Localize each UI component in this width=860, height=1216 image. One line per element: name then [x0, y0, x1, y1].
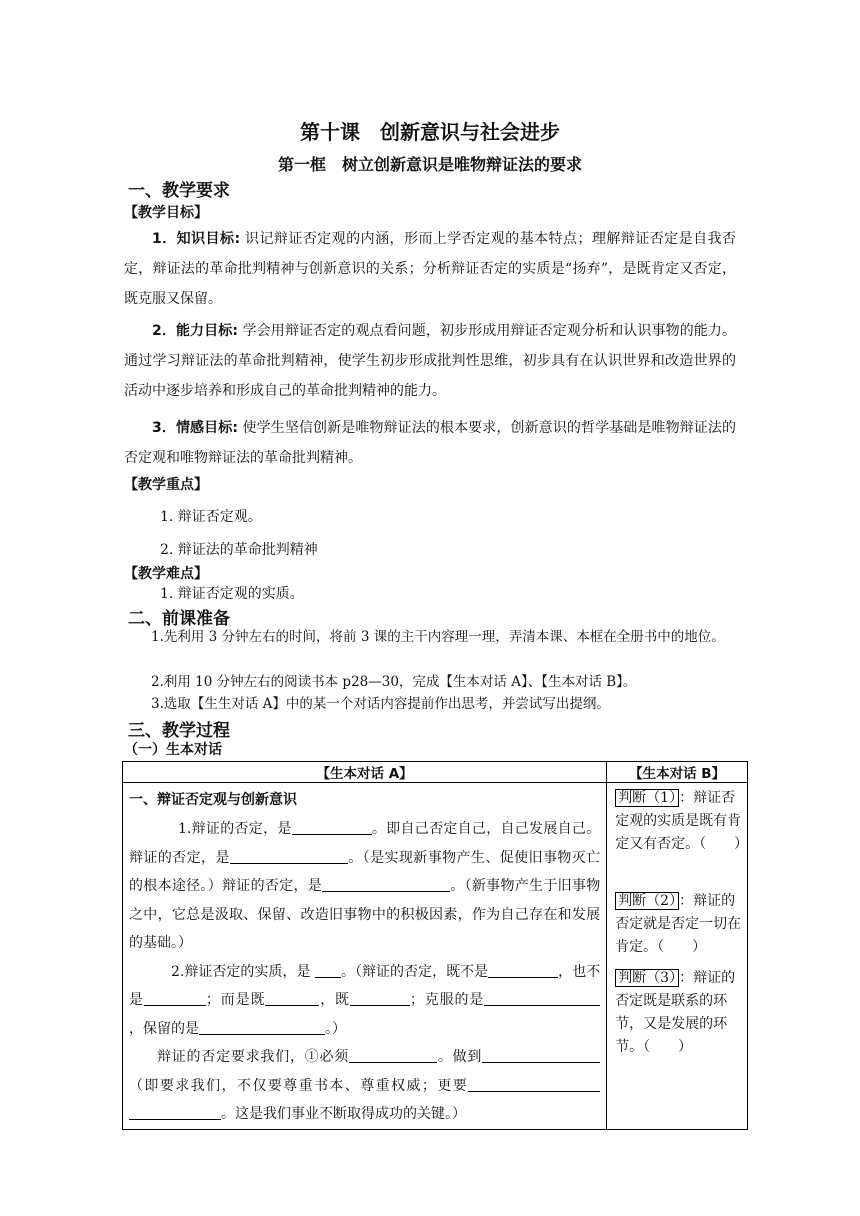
- goal-emotion-label: 3．情感目标:: [152, 420, 238, 436]
- goal-ability: [124, 316, 736, 406]
- fill-text: ；克服的是: [409, 992, 485, 1008]
- judge-item-2: [615, 890, 744, 959]
- judge-text: ：辩证的否定既是联系的环节，又是发展的环节。（ ）: [615, 970, 736, 1055]
- section-heading-preparation: 二、前课准备: [128, 609, 230, 629]
- blank-line[interactable]: [349, 1046, 437, 1063]
- blank-line[interactable]: [488, 961, 558, 978]
- lesson-title: 第十课 创新意识与社会进步: [300, 120, 560, 144]
- section-heading-requirements: 一、教学要求: [128, 181, 230, 201]
- fill-text: （即要求我们，不仅要尊重书本、尊重权威；更要: [129, 1077, 469, 1094]
- goals-heading: 【教学目标】: [124, 205, 208, 221]
- blank-line[interactable]: [144, 989, 206, 1006]
- fill-text: 。（辩证的否定，既不是: [340, 963, 489, 980]
- fill-text: ，保留的是: [129, 1020, 199, 1037]
- blank-line[interactable]: [350, 989, 410, 1006]
- blank-line[interactable]: [129, 1103, 221, 1120]
- prep-item-1: 1.先利用 3 分钟左右的时间，将前 3 课的主干内容理一理，弄清本课、本框在全册书中的地位。: [151, 629, 725, 645]
- goal-ability-label: 2．能力目标:: [152, 323, 238, 339]
- fill-text: 1.辩证的否定，是: [178, 821, 292, 837]
- dialogue-a-body: [129, 815, 600, 1129]
- key-point-2: 2. 辩证法的革命批判精神: [160, 542, 318, 558]
- goal-emotion-text: 使学生坚信创新是唯物辩证法的根本要求，创新意识的哲学基础是唯物辩证法的否定观和唯物辩证法的革命批判精神。: [124, 420, 737, 466]
- judge-text: ：辩证的否定就是否定一切在肯定。（ ）: [615, 893, 742, 955]
- difficult-points-heading: 【教学难点】: [124, 566, 208, 582]
- dialogue-a-header: 【生本对话 A】: [123, 762, 607, 783]
- judge-text: ：辩证否定观的实质是既有肯定又有否定。（ ）: [615, 790, 749, 852]
- fill-text: 辩证的否定要求我们，①必须: [157, 1049, 350, 1065]
- blank-line[interactable]: [322, 875, 450, 892]
- goal-knowledge-text: 识记辩证否定观的内涵，形而上学否定观的基本特点；理解辩证否定是自我否定，辩证法的革命批判精神与创新意识的关系；分析辩证否定的实质是“扬弃”，是既肯定又否定，既克服又保留。: [124, 231, 736, 307]
- fill-text: 。（是实现新事物产生、促使旧事物灭亡的根本途径。）辩证的否定，是: [129, 849, 601, 894]
- judge-label: 判断（1）: [615, 789, 679, 807]
- lesson-subtitle: 第一框 树立创新意识是唯物辩证法的要求: [277, 155, 582, 174]
- dialogue-b-header: 【生本对话 B】: [607, 762, 748, 783]
- difficult-point-1: 1. 辩证否定观的实质。: [160, 586, 304, 602]
- blank-line[interactable]: [482, 1046, 600, 1063]
- dialogue-a-heading: 一、辩证否定观与创新意识: [129, 792, 297, 808]
- fill-text: ，也不是: [129, 963, 601, 1008]
- blank-line[interactable]: [484, 989, 600, 1006]
- prep-item-3: 3.选取【生生对话 A】中的某一个对话内容提前作出思考，并尝试写出提纲。: [151, 696, 610, 712]
- section-heading-process: 三、教学过程: [128, 721, 230, 741]
- fill-text: 。（新事物产生于旧事物之中，它总是汲取、保留、改造旧事物中的积极因素，作为自己存在和发展的基础。）: [129, 878, 601, 951]
- dialogue-table: [122, 761, 748, 1130]
- judge-label: 判断（3）: [615, 969, 679, 987]
- fill-text: ；而是既: [205, 992, 266, 1008]
- dialogue-b-body: [607, 783, 747, 1059]
- blank-line[interactable]: [292, 818, 372, 835]
- blank-line[interactable]: [265, 989, 319, 1006]
- dialogue-a-cell: [123, 783, 607, 1130]
- blank-line[interactable]: [468, 1075, 600, 1092]
- key-point-1: 1. 辩证否定观。: [160, 509, 262, 525]
- fill-text: 2.辩证否定的实质，是: [171, 963, 311, 980]
- fill-text: ，既: [319, 992, 350, 1008]
- judge-label: 判断（2）: [615, 892, 679, 910]
- dialogue-b-cell: [607, 783, 748, 1130]
- prep-item-2: 2.利用 10 分钟左右的阅读书本 p28—30，完成【生本对话 A】、【生本对话 B】。: [151, 674, 637, 690]
- goal-knowledge-label: 1．知识目标:: [152, 231, 241, 247]
- fill-text: 。做到: [437, 1049, 483, 1065]
- goal-knowledge: [124, 224, 736, 314]
- fill-text: 。即自己否定自己，自己发展自己。辩证的否定，是: [129, 821, 601, 866]
- judge-item-3: [615, 967, 744, 1059]
- fill-text: 。这是我们事业不断取得成功的关键。）: [221, 1106, 466, 1122]
- goal-emotion: [124, 413, 736, 473]
- fill-text: 。）: [325, 1020, 346, 1037]
- dialogue-subheading: （一）生本对话: [124, 742, 222, 758]
- blank-line[interactable]: [230, 847, 348, 864]
- blank-line[interactable]: [199, 1018, 325, 1035]
- judge-item-1: [615, 787, 749, 856]
- blank-line[interactable]: [315, 961, 341, 978]
- key-points-heading: 【教学重点】: [124, 477, 208, 493]
- goal-ability-text: 学会用辩证否定的观点看问题，初步形成用辩证否定观分析和认识事物的能力。通过学习辩证法的革命批判精神，使学生初步形成批判性思维，初步具有在认识世界和改造世界的活动中逐步培养和形成自己的革命批判精神的能力。: [124, 323, 737, 399]
